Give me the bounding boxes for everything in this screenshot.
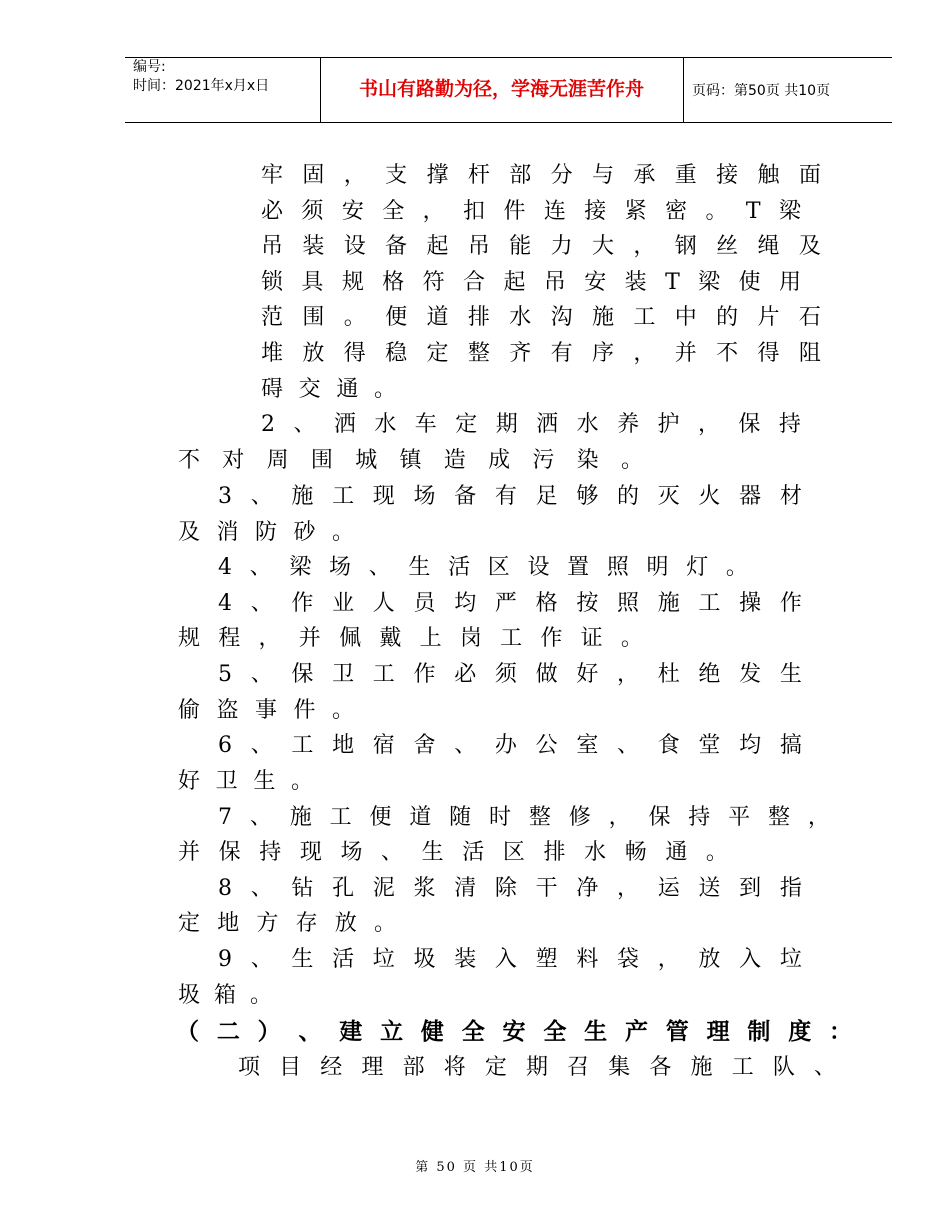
body-line-5: 范 围 。 便 道 排 水 沟 施 工 中 的 片 石 <box>261 305 821 330</box>
document-number-label: 编号: <box>133 59 166 75</box>
body-line-11: 及 消 防 砂 。 <box>178 520 354 545</box>
body-line-14: 规 程 ， 并 佩 戴 上 岗 工 作 证 。 <box>178 626 643 651</box>
body-line-12: 4 、 梁 场 、 生 活 区 设 置 照 明 灯 。 <box>218 555 748 580</box>
body-line-26: 项 目 经 理 部 将 定 期 召 集 各 施 工 队 、 <box>238 1055 836 1080</box>
header-page-code: 页码：第50页 共10页 <box>692 83 831 99</box>
body-line-10: 3 、 施 工 现 场 备 有 足 够 的 灭 火 器 材 <box>218 484 802 509</box>
header-motto: 书山有路勤为径，学海无涯苦作舟 <box>358 78 644 100</box>
body-line-18: 好 卫 生 。 <box>178 769 313 794</box>
body-line-2: 必 须 安 全 ， 扣 件 连 接 紧 密 。 T 梁 <box>261 199 801 224</box>
body-line-17: 6 、 工 地 宿 舍 、 办 公 室 、 食 堂 均 搞 <box>218 733 802 758</box>
header-meta <box>133 58 318 96</box>
body-line-13: 4 、 作 业 人 员 均 严 格 按 照 施 工 操 作 <box>218 591 802 616</box>
body-line-3: 吊 装 设 备 起 吊 能 力 大 ， 钢 丝 绳 及 <box>261 234 821 259</box>
body-line-8: 2 、 洒 水 车 定 期 洒 水 养 护 ， 保 持 <box>261 412 801 437</box>
body-line-20: 并 保 持 现 场 、 生 活 区 排 水 畅 通 。 <box>178 840 728 865</box>
body-line-19: 7 、 施 工 便 道 随 时 整 修 ， 保 持 平 整 ， <box>218 805 830 830</box>
body-line-23: 9 、 生 活 垃 圾 装 入 塑 料 袋 ， 放 入 垃 <box>218 947 802 972</box>
body-line-7: 碍 交 通 。 <box>261 377 396 402</box>
body-line-22: 定 地 方 存 放 。 <box>178 911 396 936</box>
body-line-15: 5 、 保 卫 工 作 必 须 做 好 ， 杜 绝 发 生 <box>218 662 802 687</box>
body-line-21: 8 、 钻 孔 泥 浆 清 除 干 净 ， 运 送 到 指 <box>218 876 802 901</box>
body-line-1: 牢 固 ， 支 撑 杆 部 分 与 承 重 接 触 面 <box>261 163 821 188</box>
body-line-16: 偷 盗 事 件 。 <box>178 698 354 723</box>
body-line-4: 锁 具 规 格 符 合 起 吊 安 装 T 梁 使 用 <box>261 270 801 295</box>
body-line-24: 圾 箱 。 <box>178 983 272 1008</box>
body-line-6: 堆 放 得 稳 定 整 齐 有 序 ， 并 不 得 阻 <box>261 341 821 366</box>
header-bottom-rule <box>125 122 892 123</box>
body-line-9: 不 对 周 围 城 镇 造 成 污 染 。 <box>178 448 643 473</box>
page-footer: 第 50 页 共10页 <box>415 1160 535 1175</box>
document-time: 时间：2021年x月x日 <box>133 78 270 94</box>
header-divider-right <box>683 57 684 122</box>
section-heading: （ 二 ） 、 建 立 健 全 安 全 生 产 管 理 制 度 ： <box>176 1018 852 1045</box>
